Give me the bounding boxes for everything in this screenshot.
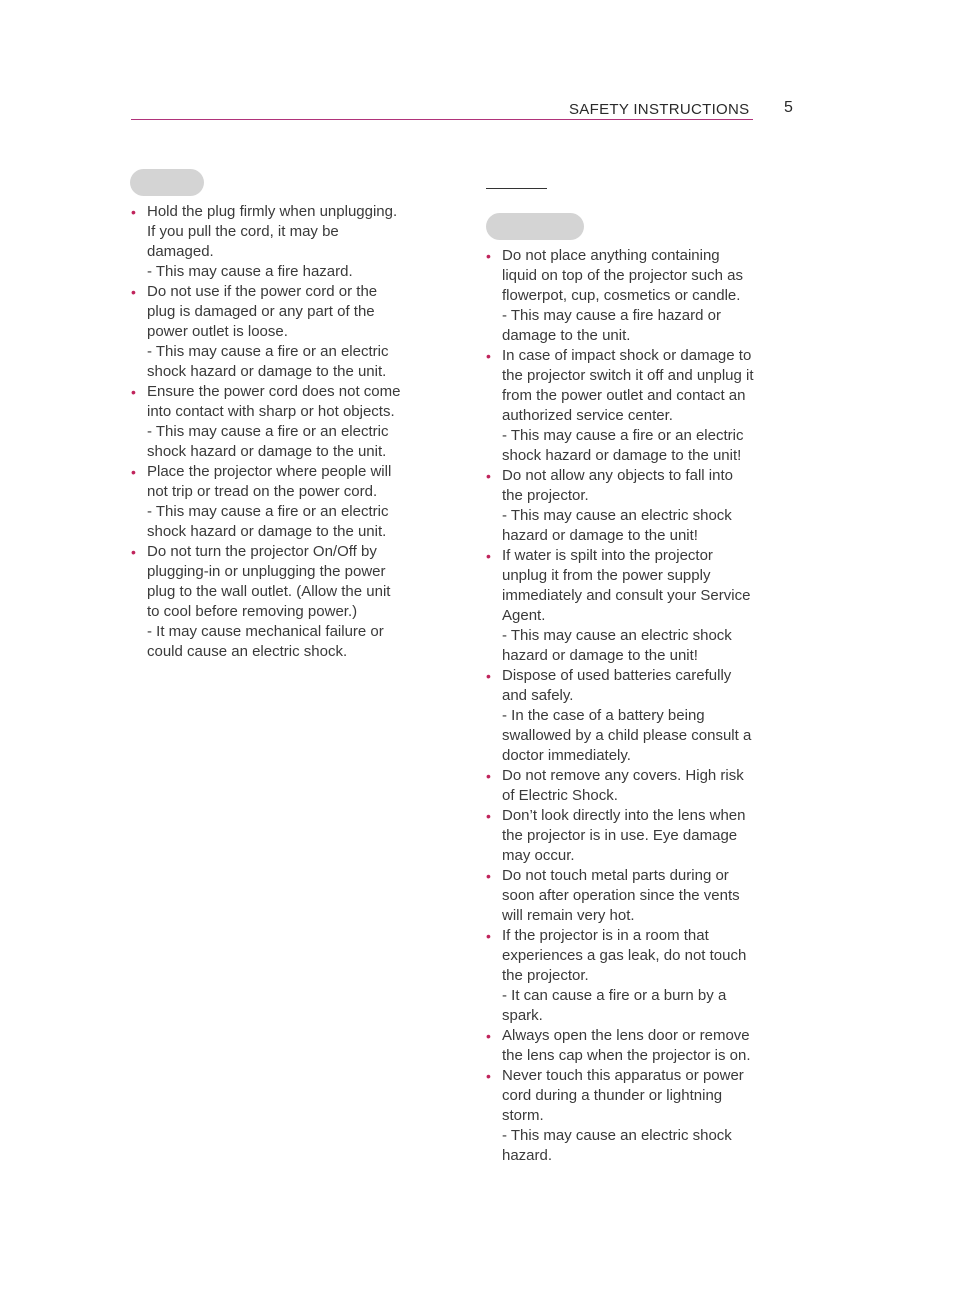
list-item [486, 346, 786, 466]
subsection-rule [486, 188, 547, 189]
list-item [131, 282, 431, 382]
list-item [131, 382, 431, 462]
list-item [486, 466, 786, 546]
instruction-note: - This may cause a fire or an electric shock hazard or damage to the unit. [147, 423, 389, 460]
bullet-icon: • [486, 768, 491, 784]
instruction-text: Do not use if the power cord or the plug is damaged or any part of the power outlet is loose. [147, 283, 378, 340]
instruction-text: Never touch this apparatus or power cord during a thunder or lightning storm. [502, 1067, 744, 1124]
caution-label-pill [486, 213, 584, 240]
bullet-icon: • [131, 464, 136, 480]
list-item [131, 202, 431, 282]
list-item [131, 542, 431, 662]
page-number: 5 [784, 99, 793, 116]
instruction-text: Always open the lens door or remove the lens cap when the projector is on. [502, 1027, 751, 1064]
list-item [486, 766, 786, 806]
instruction-text: If the projector is in a room that experiences a gas leak, do not touch the projector. [502, 927, 747, 984]
instruction-note: - It can cause a fire or a burn by a spark. [502, 987, 727, 1024]
instruction-text: Ensure the power cord does not come into contact with sharp or hot objects. [147, 383, 401, 420]
bullet-icon: • [486, 928, 491, 944]
bullet-icon: • [131, 384, 136, 400]
list-item [486, 1066, 786, 1166]
left-instruction-list [131, 202, 431, 662]
list-item [486, 666, 786, 766]
bullet-icon: • [486, 468, 491, 484]
list-item [131, 462, 431, 542]
bullet-icon: • [486, 1028, 491, 1044]
list-item [486, 246, 786, 346]
header-divider [131, 119, 753, 120]
bullet-icon: • [486, 668, 491, 684]
bullet-icon: • [486, 868, 491, 884]
list-item [486, 546, 786, 666]
instruction-note: - It may cause mechanical failure or could cause an electric shock. [147, 623, 384, 660]
list-item [486, 1026, 786, 1066]
instruction-text: Do not place anything containing liquid on top of the projector such as flowerpot, cup, cosmetics or candle. [502, 247, 743, 304]
instruction-note: - This may cause a fire or an electric shock hazard or damage to the unit! [502, 427, 744, 464]
bullet-icon: • [486, 548, 491, 564]
instruction-text: In case of impact shock or damage to the projector switch it off and unplug it from the power outlet and contact an authorized service center. [502, 347, 754, 424]
instruction-note: - This may cause a fire hazard. [147, 263, 353, 280]
instruction-text: Do not remove any covers. High risk of Electric Shock. [502, 767, 744, 804]
bullet-icon: • [486, 808, 491, 824]
list-item [486, 866, 786, 926]
warning-label-pill [130, 169, 204, 196]
bullet-icon: • [131, 204, 136, 220]
bullet-icon: • [131, 544, 136, 560]
instruction-note: - This may cause a fire or an electric shock hazard or damage to the unit. [147, 503, 389, 540]
instruction-note: - This may cause an electric shock hazard or damage to the unit! [502, 507, 732, 544]
bullet-icon: • [486, 248, 491, 264]
instruction-text: Do not allow any objects to fall into the projector. [502, 467, 733, 504]
instruction-text: Place the projector where people will not trip or tread on the power cord. [147, 463, 392, 500]
instruction-text: Don’t look directly into the lens when the projector is in use. Eye damage may occur. [502, 807, 746, 864]
instruction-text: Dispose of used batteries carefully and safely. [502, 667, 732, 704]
instruction-note: - This may cause a fire hazard or damage to the unit. [502, 307, 721, 344]
right-instruction-list [486, 246, 786, 1166]
bullet-icon: • [486, 1068, 491, 1084]
section-title: SAFETY INSTRUCTIONS [569, 101, 750, 118]
instruction-note: - This may cause an electric shock hazard. [502, 1127, 732, 1164]
instruction-text: If water is spilt into the projector unplug it from the power supply immediately and consult your Service Agent. [502, 547, 751, 624]
instruction-text: Do not turn the projector On/Off by plugging-in or unplugging the power plug to the wall outlet. (Allow the unit to cool before removing power.) [147, 543, 391, 620]
instruction-note: - In the case of a battery being swallowed by a child please consult a doctor immediately. [502, 707, 752, 764]
instruction-text: Hold the plug firmly when unplugging. If you pull the cord, it may be damaged. [147, 203, 398, 260]
list-item [486, 806, 786, 866]
instruction-text: Do not touch metal parts during or soon after operation since the vents will remain very hot. [502, 867, 740, 924]
instruction-note: - This may cause an electric shock hazard or damage to the unit! [502, 627, 732, 664]
bullet-icon: • [486, 348, 491, 364]
bullet-icon: • [131, 284, 136, 300]
instruction-note: - This may cause a fire or an electric shock hazard or damage to the unit. [147, 343, 389, 380]
list-item [486, 926, 786, 1026]
